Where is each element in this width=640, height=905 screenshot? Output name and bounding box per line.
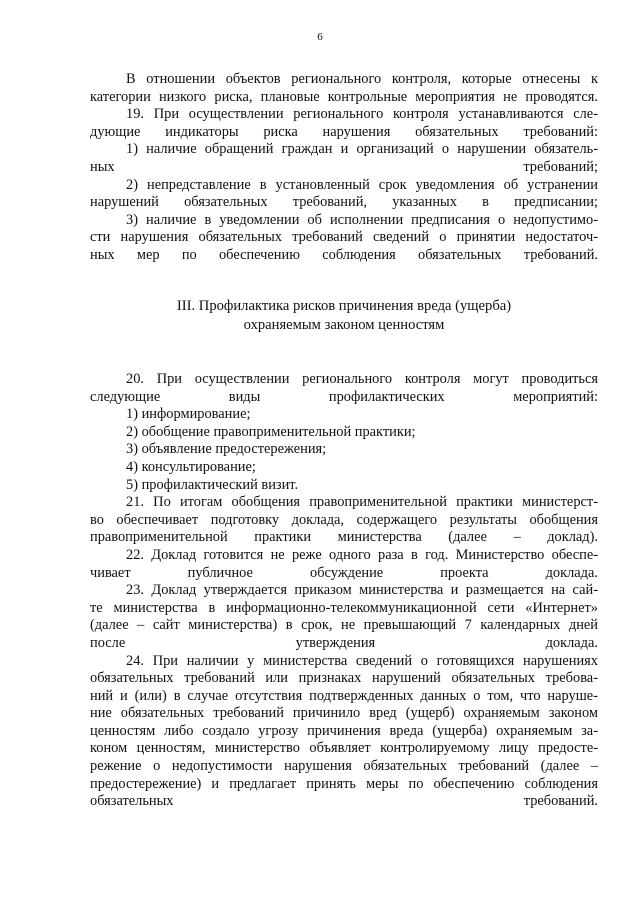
paragraph-20-item-4: 4) консультирование; (126, 458, 256, 475)
text-line: 21. По итогам обобщения правоприменительной практики министерст- (126, 494, 598, 511)
text-line: 2) непредставление в установленный срок уведомления об устранении (126, 176, 598, 193)
text-line: сти нарушения обязательных требований сведений о принятии недостаточ- (90, 229, 598, 246)
text-line: после утверждения доклада. (90, 634, 598, 651)
text-line: во обеспечивает подготовку доклада, содержащего результаты обобщения (90, 511, 598, 528)
text-line: 22. Доклад готовится не реже одного раза в год. Министерство обеспе- (126, 546, 598, 563)
section-heading-line: охраняемым законом ценностям (243, 316, 445, 333)
paragraph-19-item-3 (90, 212, 598, 265)
text-line: 23. Доклад утверждается приказом министерства и размещается на сай- (126, 582, 598, 599)
paragraph-24 (90, 653, 598, 811)
page-number: 6 (317, 31, 323, 43)
text-line: (далее – сайт министерства) в срок, не превышающий 7 календарных дней (90, 617, 598, 634)
paragraph-22 (90, 547, 598, 582)
paragraph-20-item-5: 5) профилактический визит. (126, 476, 299, 493)
text-line: дующие индикаторы риска нарушения обязательных требований: (90, 123, 598, 140)
text-line: следующие виды профилактических мероприятий: (90, 388, 598, 405)
paragraph-20 (90, 371, 598, 406)
text-block-prevention (90, 371, 598, 811)
text-line: обязательных требований. (90, 793, 598, 810)
paragraph-20-item-2: 2) обобщение правоприменительной практики; (126, 423, 416, 440)
text-line: 20. При осуществлении регионального контроля могут проводиться (126, 371, 598, 387)
text-line: те министерства в информационно-телекоммуникационной сети «Интернет» (90, 599, 598, 616)
paragraph-19 (90, 106, 598, 141)
section-heading-line: III. Профилактика рисков причинения вреда (ущерба) (176, 298, 512, 314)
paragraph-low-risk (90, 71, 598, 106)
text-line: нарушений обязательных требований, указанных в предписании; (90, 194, 598, 211)
paragraph-19-item-2 (90, 177, 598, 212)
section-heading (90, 297, 598, 334)
text-line: чивает публичное обсуждение проекта доклада. (90, 564, 598, 581)
text-line: правоприменительной практики министерства (далее – доклад). (90, 529, 598, 546)
paragraph-21 (90, 494, 598, 547)
text-line: ний и (или) в случае отсутствия подтвержденных данных о том, что наруше- (90, 687, 598, 704)
text-line: 3) наличие в уведомлении об исполнении предписания о недопустимо- (126, 211, 598, 228)
text-line: ние обязательных требований причинило вред (ущерб) охраняемым законом (90, 705, 598, 722)
text-line: коном ценностям, министерство объявляет контролируемому лицу предосте- (90, 740, 598, 757)
text-line: режение о недопустимости нарушения обязательных требований (далее – (90, 758, 598, 775)
paragraph-23 (90, 582, 598, 652)
text-line: обязательных требований или признаках нарушений обязательных требова- (90, 670, 598, 687)
text-line: ных требований; (90, 158, 598, 175)
paragraph-19-item-1 (90, 141, 598, 176)
text-line: предостережение) и предлагает принять меры по обеспечению соблюдения (90, 775, 598, 792)
text-line: категории низкого риска, плановые контрольные мероприятия не проводятся. (90, 88, 598, 105)
paragraph-20-item-1: 1) информирование; (126, 406, 251, 423)
text-line: 24. При наличии у министерства сведений о готовящихся нарушениях (126, 652, 598, 669)
text-line: 19. При осуществлении регионального контроля устанавливаются сле- (126, 106, 598, 123)
text-line: В отношении объектов регионального контроля, которые отнесены к (126, 71, 598, 87)
text-block-indicators (90, 71, 598, 265)
text-line: ных мер по обеспечению соблюдения обязательных требований. (90, 246, 598, 263)
text-line: ценностям либо создало угрозу причинения вреда (ущерба) охраняемым за- (90, 722, 598, 739)
paragraph-20-item-3: 3) объявление предостережения; (126, 441, 327, 458)
text-line: 1) наличие обращений граждан и организаций о нарушении обязатель- (126, 141, 598, 158)
